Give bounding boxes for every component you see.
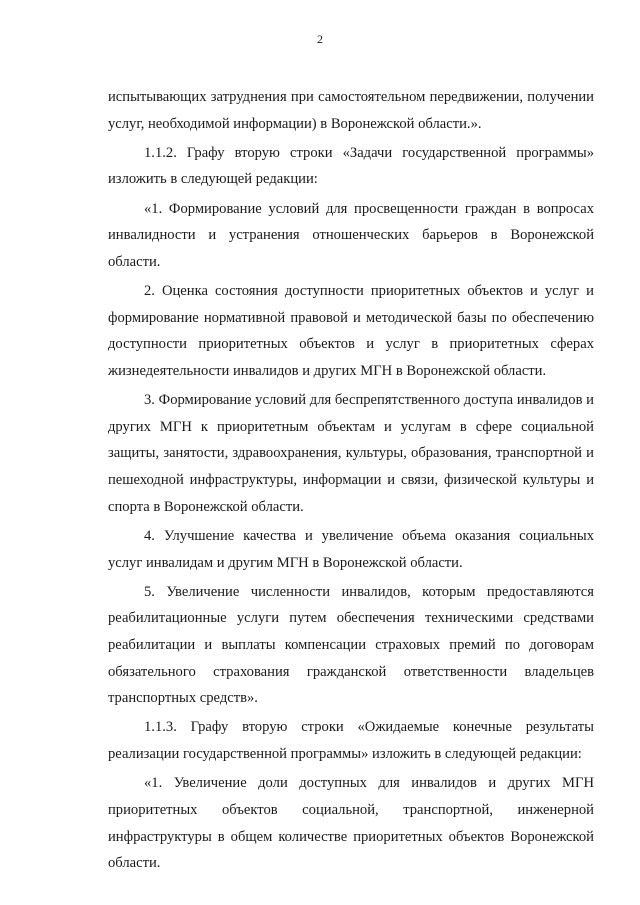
paragraph-task-2: 2. Оценка состояния доступности приоритетных объектов и услуг и формирование нормативной правовой и методической базы по обеспечению доступности приоритетных объектов и услуг в приоритетных сферах жизнедеятельности инвалидов и других МГН в Воронежской области. — [108, 283, 594, 379]
page-number: 2 — [317, 32, 323, 46]
paragraph-continuation: испытывающих затруднения при самостоятельном передвижении, получении услуг, необходимой информации) в Воронежской области.». — [108, 89, 594, 132]
paragraph-task-3: 3. Формирование условий для беспрепятственного доступа инвалидов и других МГН к приоритетным объектам и услугам в сфере социальной защиты, занятости, здравоохранения, культуры, образования, транспортной и пешеходной инфраструктуры, информации и связи, физической культуры и спорта в Воронежской области. — [108, 392, 594, 515]
paragraph-item-1-1-3: 1.1.3. Графу вторую строки «Ожидаемые конечные результаты реализации государственной программы» изложить в следующей редакции: — [108, 719, 594, 763]
paragraph-task-1: «1. Формирование условий для просвещенности граждан в вопросах инвалидности и устранения отношенческих барьеров в Воронежской области. — [108, 200, 594, 270]
paragraph-item-1-1-2: 1.1.2. Графу вторую строки «Задачи государственной программы» изложить в следующей редакции: — [108, 144, 594, 188]
paragraph-result-1: «1. Увеличение доли доступных для инвалидов и других МГН приоритетных объектов социальной, транспортной, инженерной инфраструктуры в общем количестве приоритетных объектов Воронежской области. — [108, 775, 594, 872]
paragraph-task-4: 4. Улучшение качества и увеличение объема оказания социальных услуг инвалидам и другим МГН в Воронежской области. — [108, 527, 594, 571]
paragraph-task-5: 5. Увеличение численности инвалидов, которым предоставляются реабилитационные услуги путем обеспечения техническими средствами реабилитации и выплаты компенсации страховых премий по договорам обязательного страхования гражданской ответственности владельцев транспортных средств». — [108, 583, 594, 707]
document-body — [108, 84, 594, 879]
